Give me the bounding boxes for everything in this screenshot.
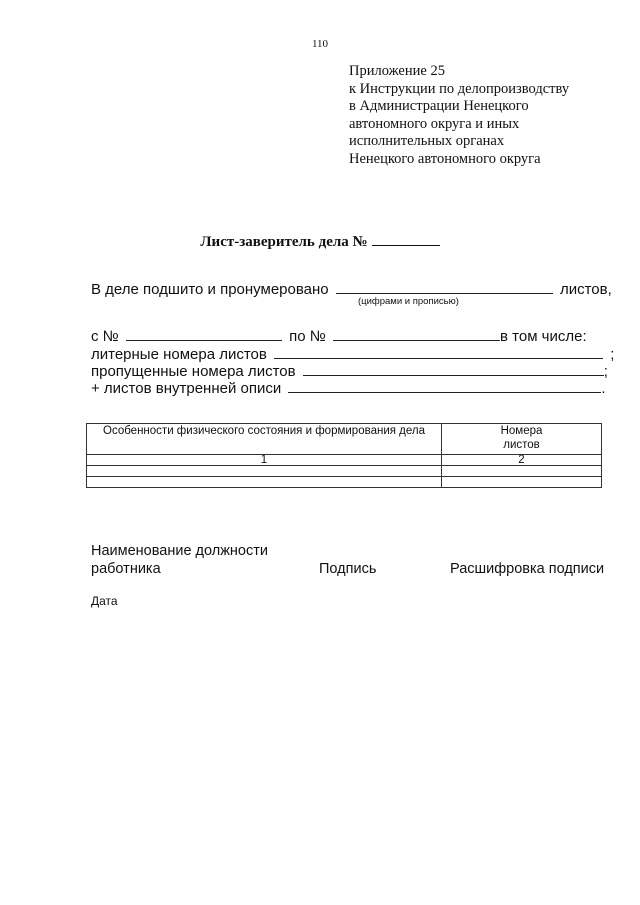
header-sheet-numbers <box>442 424 602 455</box>
from-label: с № <box>91 328 119 345</box>
page-number: 110 <box>311 38 329 50</box>
table-cell[interactable] <box>442 477 602 488</box>
position-label-line2: работника <box>91 561 161 577</box>
range-line <box>91 327 587 345</box>
inner-label: + листов внутренней описи <box>91 380 282 397</box>
signature-label: Подпись <box>319 561 377 577</box>
from-number-blank[interactable] <box>126 327 282 341</box>
appendix-line: к Инструкции по делопроизводству <box>349 80 570 97</box>
letter-numbers-blank[interactable] <box>274 345 603 359</box>
stitched-label: В деле подшито и пронумеровано <box>91 281 329 298</box>
missing-numbers-blank[interactable] <box>303 362 604 376</box>
table-row <box>87 466 602 477</box>
table-cell[interactable] <box>87 477 442 488</box>
appendix-line: исполнительных органах <box>349 133 505 149</box>
inner-line <box>91 379 606 397</box>
condition-table <box>86 423 602 488</box>
table-header-row <box>87 424 602 455</box>
document-title-text: Лист-заверитель дела № <box>200 234 368 250</box>
including-label: в том числе: <box>500 328 587 345</box>
missing-line <box>91 362 608 380</box>
letter-label: литерные номера листов <box>91 346 267 363</box>
missing-label: пропущенные номера листов <box>91 363 296 380</box>
table-number-row <box>87 455 602 466</box>
case-number-blank[interactable] <box>372 232 440 246</box>
table-row <box>87 477 602 488</box>
appendix-line: Ненецкого автономного округа <box>349 150 541 167</box>
date-label: Дата <box>91 594 118 608</box>
to-number-blank[interactable] <box>333 327 500 341</box>
appendix-header <box>349 63 569 168</box>
table-cell[interactable] <box>442 466 602 477</box>
decode-signature-label: Расшифровка подписи <box>450 561 605 577</box>
stitched-hint: (цифрами и прописью) <box>358 296 459 307</box>
header-sheet-numbers-text: Номера листов <box>500 425 543 451</box>
sheets-word: листов, <box>559 281 612 298</box>
missing-end: ; <box>603 363 608 380</box>
letter-end: ; <box>610 346 615 363</box>
inner-end: . <box>601 380 606 397</box>
letter-line <box>91 345 614 363</box>
table-cell[interactable] <box>87 466 442 477</box>
appendix-line: в Администрации Ненецкого <box>349 98 529 114</box>
document-title <box>0 232 640 251</box>
column-number: 1 <box>87 455 442 466</box>
stitched-line <box>91 280 612 298</box>
position-label-line1: Наименование должности <box>91 543 268 559</box>
appendix-line: автономного округа и иных <box>349 115 520 132</box>
stitched-count-blank[interactable] <box>336 280 553 294</box>
inner-sheets-blank[interactable] <box>288 379 601 393</box>
column-number: 2 <box>442 455 602 466</box>
to-label: по № <box>289 328 326 345</box>
appendix-line: Приложение 25 <box>349 63 445 79</box>
header-condition: Особенности физического состояния и формирования дела <box>87 424 442 455</box>
